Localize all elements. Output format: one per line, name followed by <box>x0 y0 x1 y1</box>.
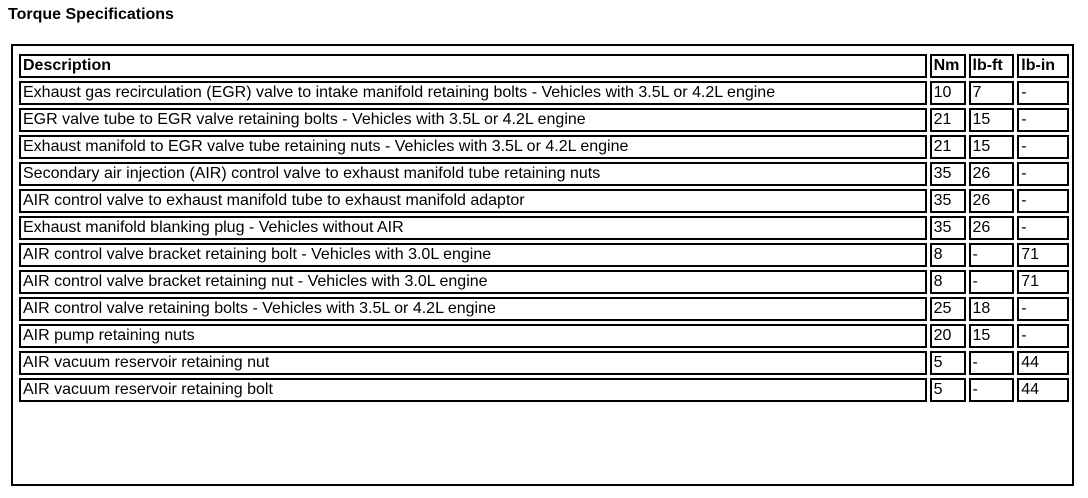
table-row <box>19 189 1069 213</box>
cell-description: AIR control valve retaining bolts - Vehicles with 3.5L or 4.2L engine <box>19 297 927 321</box>
cell-lbin: 71 <box>1017 270 1069 294</box>
table-row <box>19 243 1069 267</box>
cell-nm: 35 <box>930 189 966 213</box>
cell-description: Secondary air injection (AIR) control valve to exhaust manifold tube retaining nuts <box>19 162 927 186</box>
cell-description: AIR vacuum reservoir retaining nut <box>19 351 927 375</box>
cell-lbft: 26 <box>969 189 1015 213</box>
cell-nm: 21 <box>930 135 966 159</box>
column-header-lbin: lb-in <box>1017 54 1069 78</box>
cell-nm: 5 <box>930 351 966 375</box>
table-row <box>19 324 1069 348</box>
cell-description: EGR valve tube to EGR valve retaining bolts - Vehicles with 3.5L or 4.2L engine <box>19 108 927 132</box>
cell-lbft: 18 <box>969 297 1015 321</box>
cell-nm: 35 <box>930 162 966 186</box>
cell-nm: 21 <box>930 108 966 132</box>
cell-lbft: 7 <box>969 81 1015 105</box>
cell-nm: 25 <box>930 297 966 321</box>
torque-spec-table <box>16 51 1072 405</box>
cell-lbft: - <box>969 270 1015 294</box>
cell-lbft: - <box>969 243 1015 267</box>
cell-lbft: 15 <box>969 135 1015 159</box>
table-body <box>19 81 1069 402</box>
cell-nm: 5 <box>930 378 966 402</box>
table-row <box>19 162 1069 186</box>
table-row <box>19 351 1069 375</box>
cell-lbin: 44 <box>1017 378 1069 402</box>
column-header-nm: Nm <box>930 54 966 78</box>
cell-lbft: 26 <box>969 162 1015 186</box>
cell-description: Exhaust gas recirculation (EGR) valve to intake manifold retaining bolts - Vehicles with 3.5L or 4.2L engine <box>19 81 927 105</box>
cell-description: AIR control valve to exhaust manifold tube to exhaust manifold adaptor <box>19 189 927 213</box>
table-row <box>19 135 1069 159</box>
cell-nm: 20 <box>930 324 966 348</box>
cell-lbin: - <box>1017 297 1069 321</box>
torque-spec-table-frame <box>11 44 1074 486</box>
cell-description: AIR control valve bracket retaining bolt - Vehicles with 3.0L engine <box>19 243 927 267</box>
table-row <box>19 81 1069 105</box>
page-title: Torque Specifications <box>8 6 174 23</box>
cell-lbin: - <box>1017 189 1069 213</box>
cell-nm: 8 <box>930 243 966 267</box>
table-row <box>19 297 1069 321</box>
cell-lbin: - <box>1017 324 1069 348</box>
cell-lbft: - <box>969 378 1015 402</box>
table-header-row <box>19 54 1069 78</box>
column-header-lbft: lb-ft <box>969 54 1015 78</box>
cell-description: AIR control valve bracket retaining nut - Vehicles with 3.0L engine <box>19 270 927 294</box>
table-row <box>19 108 1069 132</box>
cell-lbin: - <box>1017 108 1069 132</box>
cell-lbin: 71 <box>1017 243 1069 267</box>
cell-lbin: - <box>1017 135 1069 159</box>
cell-lbin: - <box>1017 162 1069 186</box>
cell-description: Exhaust manifold blanking plug - Vehicles without AIR <box>19 216 927 240</box>
table-row <box>19 216 1069 240</box>
cell-lbin: - <box>1017 216 1069 240</box>
cell-description: Exhaust manifold to EGR valve tube retaining nuts - Vehicles with 3.5L or 4.2L engine <box>19 135 927 159</box>
cell-lbft: 15 <box>969 324 1015 348</box>
cell-lbft: 15 <box>969 108 1015 132</box>
cell-lbft: - <box>969 351 1015 375</box>
cell-description: AIR pump retaining nuts <box>19 324 927 348</box>
cell-description: AIR vacuum reservoir retaining bolt <box>19 378 927 402</box>
cell-nm: 8 <box>930 270 966 294</box>
cell-lbin: - <box>1017 81 1069 105</box>
cell-lbin: 44 <box>1017 351 1069 375</box>
table-row <box>19 270 1069 294</box>
cell-nm: 10 <box>930 81 966 105</box>
column-header-description: Description <box>19 54 927 78</box>
cell-lbft: 26 <box>969 216 1015 240</box>
cell-nm: 35 <box>930 216 966 240</box>
table-row <box>19 378 1069 402</box>
